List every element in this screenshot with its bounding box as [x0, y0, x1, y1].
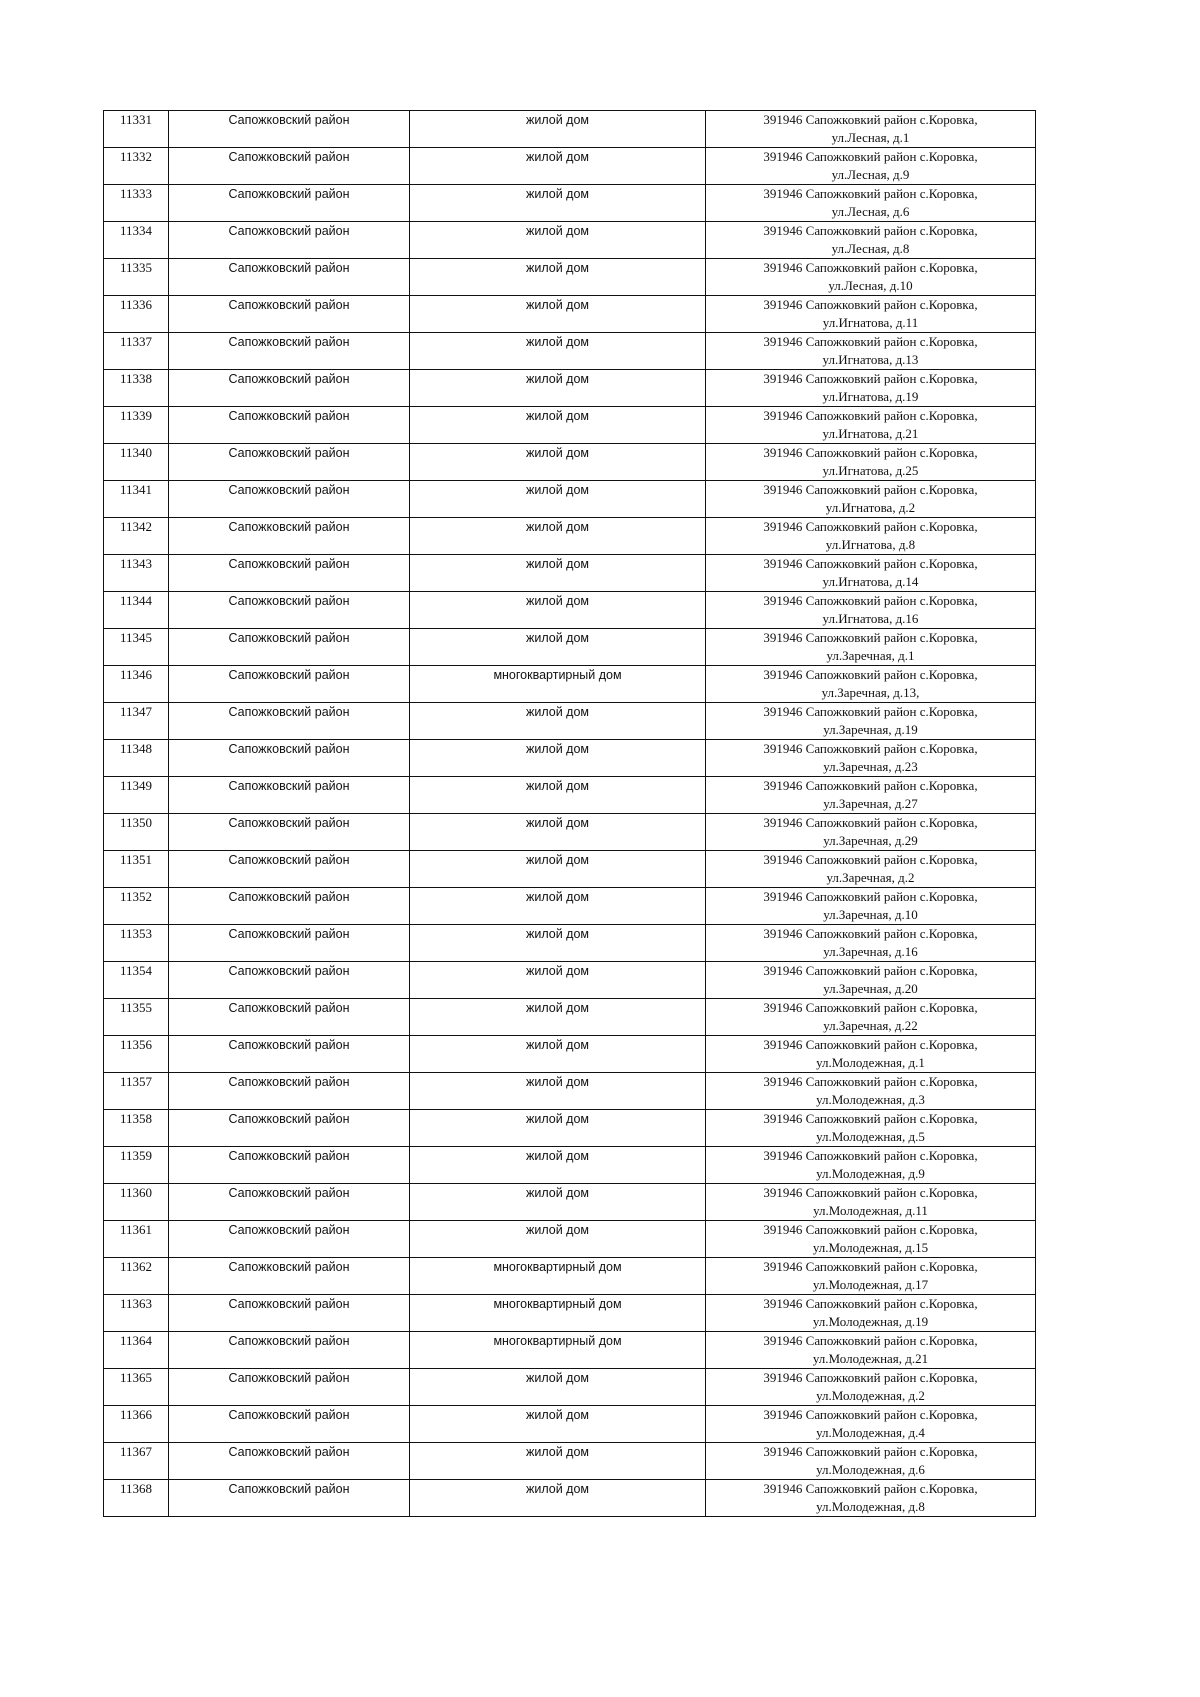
- district-cell: Сапожковский район: [169, 666, 410, 703]
- address-line-1: 391946 Сапожковкий район с.Коровка,: [763, 1481, 978, 1496]
- row-number: 11368: [104, 1480, 169, 1517]
- building-type-cell: жилой дом: [410, 222, 706, 259]
- address-line-1: 391946 Сапожковкий район с.Коровка,: [763, 1296, 978, 1311]
- address-line-1: 391946 Сапожковкий район с.Коровка,: [763, 741, 978, 756]
- district-cell: Сапожковский район: [169, 851, 410, 888]
- address-line-1: 391946 Сапожковкий район с.Коровка,: [763, 1222, 978, 1237]
- address-cell: [706, 777, 1036, 814]
- district-cell: Сапожковский район: [169, 481, 410, 518]
- row-number: 11344: [104, 592, 169, 629]
- address-cell: [706, 1406, 1036, 1443]
- address-line-1: 391946 Сапожковкий район с.Коровка,: [763, 223, 978, 238]
- district-cell: Сапожковский район: [169, 296, 410, 333]
- address-line-1: 391946 Сапожковкий район с.Коровка,: [763, 1074, 978, 1089]
- address-line-1: 391946 Сапожковкий район с.Коровка,: [763, 408, 978, 423]
- row-number: 11342: [104, 518, 169, 555]
- building-type-cell: жилой дом: [410, 1480, 706, 1517]
- building-type-cell: многоквартирный дом: [410, 1295, 706, 1332]
- address-line-2: ул.Игнатова, д.14: [822, 574, 919, 589]
- address-line-2: ул.Игнатова, д.21: [822, 426, 919, 441]
- row-number: 11365: [104, 1369, 169, 1406]
- table-row: [104, 1332, 1036, 1369]
- address-line-1: 391946 Сапожковкий район с.Коровка,: [763, 889, 978, 904]
- row-number: 11356: [104, 1036, 169, 1073]
- district-cell: Сапожковский район: [169, 1406, 410, 1443]
- address-line-2: ул.Игнатова, д.25: [822, 463, 919, 478]
- building-type-cell: жилой дом: [410, 740, 706, 777]
- table-body: [104, 111, 1036, 1517]
- address-cell: [706, 888, 1036, 925]
- address-cell: [706, 555, 1036, 592]
- address-cell: [706, 333, 1036, 370]
- district-cell: Сапожковский район: [169, 185, 410, 222]
- row-number: 11339: [104, 407, 169, 444]
- district-cell: Сапожковский район: [169, 999, 410, 1036]
- address-line-1: 391946 Сапожковкий район с.Коровка,: [763, 297, 978, 312]
- address-line-2: ул.Молодежная, д.8: [816, 1499, 925, 1514]
- address-line-1: 391946 Сапожковкий район с.Коровка,: [763, 704, 978, 719]
- row-number: 11346: [104, 666, 169, 703]
- address-cell: [706, 1369, 1036, 1406]
- district-cell: Сапожковский район: [169, 592, 410, 629]
- building-type-cell: жилой дом: [410, 629, 706, 666]
- address-line-1: 391946 Сапожковкий район с.Коровка,: [763, 852, 978, 867]
- row-number: 11335: [104, 259, 169, 296]
- address-cell: [706, 444, 1036, 481]
- address-line-2: ул.Молодежная, д.6: [816, 1462, 925, 1477]
- row-number: 11338: [104, 370, 169, 407]
- address-line-2: ул.Лесная, д.8: [831, 241, 910, 256]
- building-type-cell: жилой дом: [410, 925, 706, 962]
- address-line-1: 391946 Сапожковкий район с.Коровка,: [763, 519, 978, 534]
- address-cell: [706, 1258, 1036, 1295]
- address-line-1: 391946 Сапожковкий район с.Коровка,: [763, 260, 978, 275]
- district-cell: Сапожковский район: [169, 1110, 410, 1147]
- table-row: [104, 1443, 1036, 1480]
- address-line-2: ул.Молодежная, д.3: [816, 1092, 925, 1107]
- address-line-2: ул.Молодежная, д.17: [812, 1277, 929, 1292]
- building-type-cell: жилой дом: [410, 111, 706, 148]
- building-type-cell: жилой дом: [410, 1110, 706, 1147]
- row-number: 11345: [104, 629, 169, 666]
- district-cell: Сапожковский район: [169, 444, 410, 481]
- building-type-cell: жилой дом: [410, 999, 706, 1036]
- address-line-2: ул.Лесная, д.1: [831, 130, 910, 145]
- row-number: 11361: [104, 1221, 169, 1258]
- building-type-cell: жилой дом: [410, 703, 706, 740]
- district-cell: Сапожковский район: [169, 222, 410, 259]
- table-row: [104, 814, 1036, 851]
- district-cell: Сапожковский район: [169, 962, 410, 999]
- address-line-2: ул.Молодежная, д.4: [816, 1425, 925, 1440]
- district-cell: Сапожковский район: [169, 814, 410, 851]
- row-number: 11340: [104, 444, 169, 481]
- row-number: 11359: [104, 1147, 169, 1184]
- table-row: [104, 592, 1036, 629]
- address-cell: [706, 407, 1036, 444]
- table-row: [104, 703, 1036, 740]
- table-row: [104, 1406, 1036, 1443]
- table-row: [104, 333, 1036, 370]
- table-row: [104, 1369, 1036, 1406]
- table-row: [104, 629, 1036, 666]
- district-cell: Сапожковский район: [169, 148, 410, 185]
- address-cell: [706, 962, 1036, 999]
- address-line-2: ул.Молодежная, д.9: [816, 1166, 925, 1181]
- row-number: 11334: [104, 222, 169, 259]
- address-line-1: 391946 Сапожковкий район с.Коровка,: [763, 963, 978, 978]
- building-type-cell: жилой дом: [410, 407, 706, 444]
- address-cell: [706, 703, 1036, 740]
- address-line-2: ул.Молодежная, д.11: [813, 1203, 928, 1218]
- address-line-2: ул.Лесная, д.9: [831, 167, 910, 182]
- address-line-1: 391946 Сапожковкий район с.Коровка,: [763, 556, 978, 571]
- table-row: [104, 777, 1036, 814]
- address-line-1: 391946 Сапожковкий район с.Коровка,: [763, 593, 978, 608]
- row-number: 11351: [104, 851, 169, 888]
- address-line-2: ул.Игнатова, д.16: [822, 611, 919, 626]
- address-line-1: 391946 Сапожковкий район с.Коровка,: [763, 445, 978, 460]
- address-cell: [706, 1221, 1036, 1258]
- table-row: [104, 740, 1036, 777]
- address-line-2: ул.Игнатова, д.19: [822, 389, 919, 404]
- building-type-cell: жилой дом: [410, 1073, 706, 1110]
- building-type-cell: жилой дом: [410, 333, 706, 370]
- table-row: [104, 1258, 1036, 1295]
- table-row: [104, 1073, 1036, 1110]
- table-row: [104, 111, 1036, 148]
- building-type-cell: жилой дом: [410, 1221, 706, 1258]
- row-number: 11360: [104, 1184, 169, 1221]
- district-cell: Сапожковский район: [169, 629, 410, 666]
- address-cell: [706, 1332, 1036, 1369]
- district-cell: Сапожковский район: [169, 370, 410, 407]
- row-number: 11343: [104, 555, 169, 592]
- address-cell: [706, 185, 1036, 222]
- row-number: 11341: [104, 481, 169, 518]
- address-line-2: ул.Заречная, д.20: [823, 981, 918, 996]
- table-row: [104, 1110, 1036, 1147]
- address-line-1: 391946 Сапожковкий район с.Коровка,: [763, 1111, 978, 1126]
- row-number: 11353: [104, 925, 169, 962]
- district-cell: Сапожковский район: [169, 777, 410, 814]
- building-type-cell: жилой дом: [410, 888, 706, 925]
- row-number: 11367: [104, 1443, 169, 1480]
- building-type-cell: многоквартирный дом: [410, 1332, 706, 1369]
- building-type-cell: жилой дом: [410, 555, 706, 592]
- address-line-2: ул.Заречная, д.23: [823, 759, 918, 774]
- table-row: [104, 148, 1036, 185]
- row-number: 11364: [104, 1332, 169, 1369]
- address-cell: [706, 296, 1036, 333]
- address-cell: [706, 666, 1036, 703]
- building-type-cell: жилой дом: [410, 296, 706, 333]
- address-line-2: ул.Заречная, д.1: [826, 648, 915, 663]
- row-number: 11331: [104, 111, 169, 148]
- table-row: [104, 1221, 1036, 1258]
- building-type-cell: жилой дом: [410, 1184, 706, 1221]
- building-type-cell: жилой дом: [410, 962, 706, 999]
- address-line-1: 391946 Сапожковкий район с.Коровка,: [763, 1333, 978, 1348]
- address-cell: [706, 1036, 1036, 1073]
- address-line-1: 391946 Сапожковкий район с.Коровка,: [763, 1037, 978, 1052]
- district-cell: Сапожковский район: [169, 1258, 410, 1295]
- address-cell: [706, 1443, 1036, 1480]
- building-type-cell: жилой дом: [410, 444, 706, 481]
- row-number: 11366: [104, 1406, 169, 1443]
- district-cell: Сапожковский район: [169, 1369, 410, 1406]
- address-line-2: ул.Заречная, д.29: [823, 833, 918, 848]
- address-line-2: ул.Игнатова, д.11: [822, 315, 919, 330]
- row-number: 11348: [104, 740, 169, 777]
- building-type-cell: жилой дом: [410, 851, 706, 888]
- building-type-cell: жилой дом: [410, 481, 706, 518]
- table-row: [104, 888, 1036, 925]
- address-line-2: ул.Молодежная, д.21: [812, 1351, 929, 1366]
- address-line-2: ул.Молодежная, д.15: [812, 1240, 929, 1255]
- table-row: [104, 555, 1036, 592]
- address-cell: [706, 1480, 1036, 1517]
- table-row: [104, 407, 1036, 444]
- address-line-1: 391946 Сапожковкий район с.Коровка,: [763, 667, 978, 682]
- building-type-cell: жилой дом: [410, 1406, 706, 1443]
- address-line-2: ул.Заречная, д.27: [823, 796, 918, 811]
- address-cell: [706, 259, 1036, 296]
- table-row: [104, 1036, 1036, 1073]
- address-cell: [706, 1110, 1036, 1147]
- district-cell: Сапожковский район: [169, 333, 410, 370]
- address-line-2: ул.Заречная, д.22: [823, 1018, 918, 1033]
- district-cell: Сапожковский район: [169, 1036, 410, 1073]
- address-line-1: 391946 Сапожковкий район с.Коровка,: [763, 815, 978, 830]
- district-cell: Сапожковский район: [169, 740, 410, 777]
- address-cell: [706, 592, 1036, 629]
- table-row: [104, 851, 1036, 888]
- table-row: [104, 925, 1036, 962]
- row-number: 11357: [104, 1073, 169, 1110]
- address-line-1: 391946 Сапожковкий район с.Коровка,: [763, 630, 978, 645]
- address-line-2: ул.Игнатова, д.13: [822, 352, 919, 367]
- building-type-cell: жилой дом: [410, 1443, 706, 1480]
- address-line-1: 391946 Сапожковкий район с.Коровка,: [763, 334, 978, 349]
- address-line-2: ул.Молодежная, д.1: [816, 1055, 925, 1070]
- district-cell: Сапожковский район: [169, 1221, 410, 1258]
- district-cell: Сапожковский район: [169, 1480, 410, 1517]
- address-cell: [706, 999, 1036, 1036]
- address-line-2: ул.Заречная, д.2: [826, 870, 915, 885]
- district-cell: Сапожковский район: [169, 518, 410, 555]
- address-cell: [706, 1184, 1036, 1221]
- building-type-cell: жилой дом: [410, 259, 706, 296]
- address-cell: [706, 925, 1036, 962]
- building-type-cell: жилой дом: [410, 814, 706, 851]
- table-row: [104, 1480, 1036, 1517]
- address-line-2: ул.Игнатова, д.2: [825, 500, 916, 515]
- address-line-1: 391946 Сапожковкий район с.Коровка,: [763, 149, 978, 164]
- address-line-2: ул.Заречная, д.10: [823, 907, 918, 922]
- table-row: [104, 1147, 1036, 1184]
- building-type-cell: многоквартирный дом: [410, 1258, 706, 1295]
- table-row: [104, 1295, 1036, 1332]
- row-number: 11332: [104, 148, 169, 185]
- building-type-cell: жилой дом: [410, 148, 706, 185]
- row-number: 11350: [104, 814, 169, 851]
- address-line-2: ул.Молодежная, д.19: [812, 1314, 929, 1329]
- building-type-cell: жилой дом: [410, 777, 706, 814]
- address-cell: [706, 222, 1036, 259]
- address-line-1: 391946 Сапожковкий район с.Коровка,: [763, 112, 978, 127]
- table-row: [104, 518, 1036, 555]
- district-cell: Сапожковский район: [169, 407, 410, 444]
- table-row: [104, 999, 1036, 1036]
- district-cell: Сапожковский район: [169, 1295, 410, 1332]
- property-register-table: [103, 110, 1036, 1517]
- address-line-2: ул.Игнатова, д.8: [825, 537, 916, 552]
- table-row: [104, 296, 1036, 333]
- row-number: 11354: [104, 962, 169, 999]
- address-cell: [706, 481, 1036, 518]
- building-type-cell: жилой дом: [410, 1147, 706, 1184]
- address-cell: [706, 111, 1036, 148]
- district-cell: Сапожковский район: [169, 555, 410, 592]
- district-cell: Сапожковский район: [169, 1443, 410, 1480]
- building-type-cell: многоквартирный дом: [410, 666, 706, 703]
- district-cell: Сапожковский район: [169, 703, 410, 740]
- building-type-cell: жилой дом: [410, 185, 706, 222]
- row-number: 11337: [104, 333, 169, 370]
- address-line-1: 391946 Сапожковкий район с.Коровка,: [763, 1370, 978, 1385]
- address-line-2: ул.Заречная, д.16: [823, 944, 918, 959]
- address-cell: [706, 518, 1036, 555]
- building-type-cell: жилой дом: [410, 370, 706, 407]
- table-row: [104, 222, 1036, 259]
- district-cell: Сапожковский район: [169, 259, 410, 296]
- address-line-1: 391946 Сапожковкий район с.Коровка,: [763, 1000, 978, 1015]
- district-cell: Сапожковский район: [169, 1184, 410, 1221]
- address-line-1: 391946 Сапожковкий район с.Коровка,: [763, 482, 978, 497]
- district-cell: Сапожковский район: [169, 925, 410, 962]
- building-type-cell: жилой дом: [410, 1036, 706, 1073]
- table-row: [104, 962, 1036, 999]
- row-number: 11336: [104, 296, 169, 333]
- address-line-2: ул.Лесная, д.6: [831, 204, 910, 219]
- address-cell: [706, 148, 1036, 185]
- table-row: [104, 370, 1036, 407]
- row-number: 11362: [104, 1258, 169, 1295]
- district-cell: Сапожковский район: [169, 888, 410, 925]
- address-line-2: ул.Заречная, д.13,: [821, 685, 920, 700]
- address-line-1: 391946 Сапожковкий район с.Коровка,: [763, 1444, 978, 1459]
- address-cell: [706, 370, 1036, 407]
- row-number: 11347: [104, 703, 169, 740]
- building-type-cell: жилой дом: [410, 1369, 706, 1406]
- table-row: [104, 481, 1036, 518]
- address-line-2: ул.Заречная, д.19: [823, 722, 918, 737]
- table-row: [104, 185, 1036, 222]
- address-line-2: ул.Молодежная, д.2: [816, 1388, 925, 1403]
- address-line-1: 391946 Сапожковкий район с.Коровка,: [763, 186, 978, 201]
- building-type-cell: жилой дом: [410, 592, 706, 629]
- address-line-1: 391946 Сапожковкий район с.Коровка,: [763, 1407, 978, 1422]
- district-cell: Сапожковский район: [169, 1073, 410, 1110]
- table-row: [104, 444, 1036, 481]
- address-line-1: 391946 Сапожковкий район с.Коровка,: [763, 1185, 978, 1200]
- district-cell: Сапожковский район: [169, 111, 410, 148]
- address-line-1: 391946 Сапожковкий район с.Коровка,: [763, 1148, 978, 1163]
- address-line-1: 391946 Сапожковкий район с.Коровка,: [763, 778, 978, 793]
- building-type-cell: жилой дом: [410, 518, 706, 555]
- row-number: 11355: [104, 999, 169, 1036]
- address-cell: [706, 1295, 1036, 1332]
- table-row: [104, 259, 1036, 296]
- address-line-1: 391946 Сапожковкий район с.Коровка,: [763, 371, 978, 386]
- address-line-2: ул.Молодежная, д.5: [816, 1129, 925, 1144]
- row-number: 11333: [104, 185, 169, 222]
- address-line-1: 391946 Сапожковкий район с.Коровка,: [763, 926, 978, 941]
- address-line-2: ул.Лесная, д.10: [828, 278, 913, 293]
- address-cell: [706, 814, 1036, 851]
- district-cell: Сапожковский район: [169, 1332, 410, 1369]
- row-number: 11352: [104, 888, 169, 925]
- address-cell: [706, 851, 1036, 888]
- district-cell: Сапожковский район: [169, 1147, 410, 1184]
- address-cell: [706, 629, 1036, 666]
- address-cell: [706, 1147, 1036, 1184]
- table-row: [104, 1184, 1036, 1221]
- address-line-1: 391946 Сапожковкий район с.Коровка,: [763, 1259, 978, 1274]
- table-row: [104, 666, 1036, 703]
- address-cell: [706, 1073, 1036, 1110]
- row-number: 11349: [104, 777, 169, 814]
- row-number: 11358: [104, 1110, 169, 1147]
- row-number: 11363: [104, 1295, 169, 1332]
- address-cell: [706, 740, 1036, 777]
